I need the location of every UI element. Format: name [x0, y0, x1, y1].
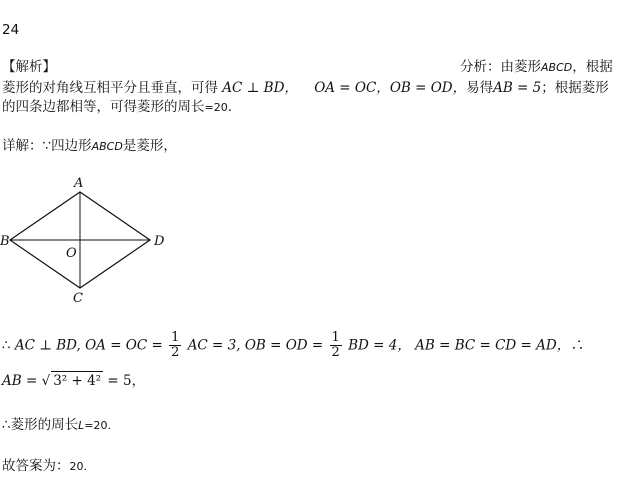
sqrt-radicand: 3² + 4² — [53, 373, 102, 389]
step1-part-a: AC ⊥ BD, OA = OC = — [14, 337, 163, 354]
perimeter-value: =20 — [204, 101, 228, 114]
analysis-line-3 — [2, 98, 232, 117]
step3-text: ∴菱形的周长 — [2, 417, 79, 433]
analysis-line2-text: 菱形的对角线互相平分且垂直，可得 — [2, 80, 218, 96]
step3-value: =20. — [84, 419, 111, 432]
step1-part-d: AB = BC = CD = AD，∴ — [415, 337, 584, 354]
ab-eq-5: AB = 5 — [493, 80, 542, 96]
fraction-half-2 — [330, 331, 342, 360]
sqrt-sign: √ — [41, 373, 51, 389]
step3-var: L — [78, 419, 85, 432]
detail-line — [2, 137, 177, 156]
easy-get: 易得 — [466, 80, 494, 96]
therefore-sign: ∴ — [2, 337, 11, 354]
ac-perp-bd: AC ⊥ BD， — [222, 80, 298, 96]
analysis-line-2 — [2, 79, 609, 97]
step1-part-c: BD = 4， — [348, 337, 411, 354]
label-c: C — [73, 291, 83, 306]
step-1 — [2, 331, 584, 360]
answer-line — [2, 457, 87, 476]
label-d: D — [154, 234, 165, 249]
step1-part-b: AC = 3, OB = OD = — [187, 337, 324, 354]
period: . — [227, 99, 233, 115]
oa-eq-oc: OA = OC， — [314, 80, 390, 96]
step2-lhs: AB = — [2, 373, 38, 389]
analysis-line2-end: ；根据菱形 — [541, 80, 609, 96]
step-3 — [2, 416, 111, 435]
frac1-denominator: 2 — [171, 345, 180, 360]
answer-value: 20. — [69, 460, 87, 473]
analysis-intro-end: ，根据 — [572, 59, 613, 75]
step2-rhs: = 5， — [107, 373, 146, 389]
label-a: A — [74, 176, 84, 191]
analysis-line3-text: 的四条边都相等，可得菱形的周长 — [2, 99, 205, 115]
fraction-half-1 — [169, 331, 181, 360]
rhombus-name: ABCD — [541, 61, 573, 74]
step-2 — [2, 371, 145, 390]
detail-end: 是菱形， — [122, 138, 177, 154]
label-o: O — [66, 246, 77, 261]
frac2-denominator: 2 — [331, 345, 340, 360]
ob-eq-od: OB = OD， — [389, 80, 467, 96]
frac1-numerator: 1 — [171, 330, 180, 345]
detail-label: 详解：∵四边形 — [2, 138, 92, 154]
rhombus-figure — [0, 170, 175, 310]
detail-rhombus: ABCD — [91, 140, 123, 153]
analysis-label: 【解析】 — [2, 59, 56, 75]
frac2-numerator: 1 — [331, 330, 340, 345]
analysis-intro-text: 分析：由菱形 — [460, 59, 541, 75]
label-b: B — [0, 234, 10, 249]
answer-label: 故答案为： — [2, 458, 70, 474]
analysis-intro — [460, 58, 613, 77]
question-number: 24 — [2, 22, 20, 38]
